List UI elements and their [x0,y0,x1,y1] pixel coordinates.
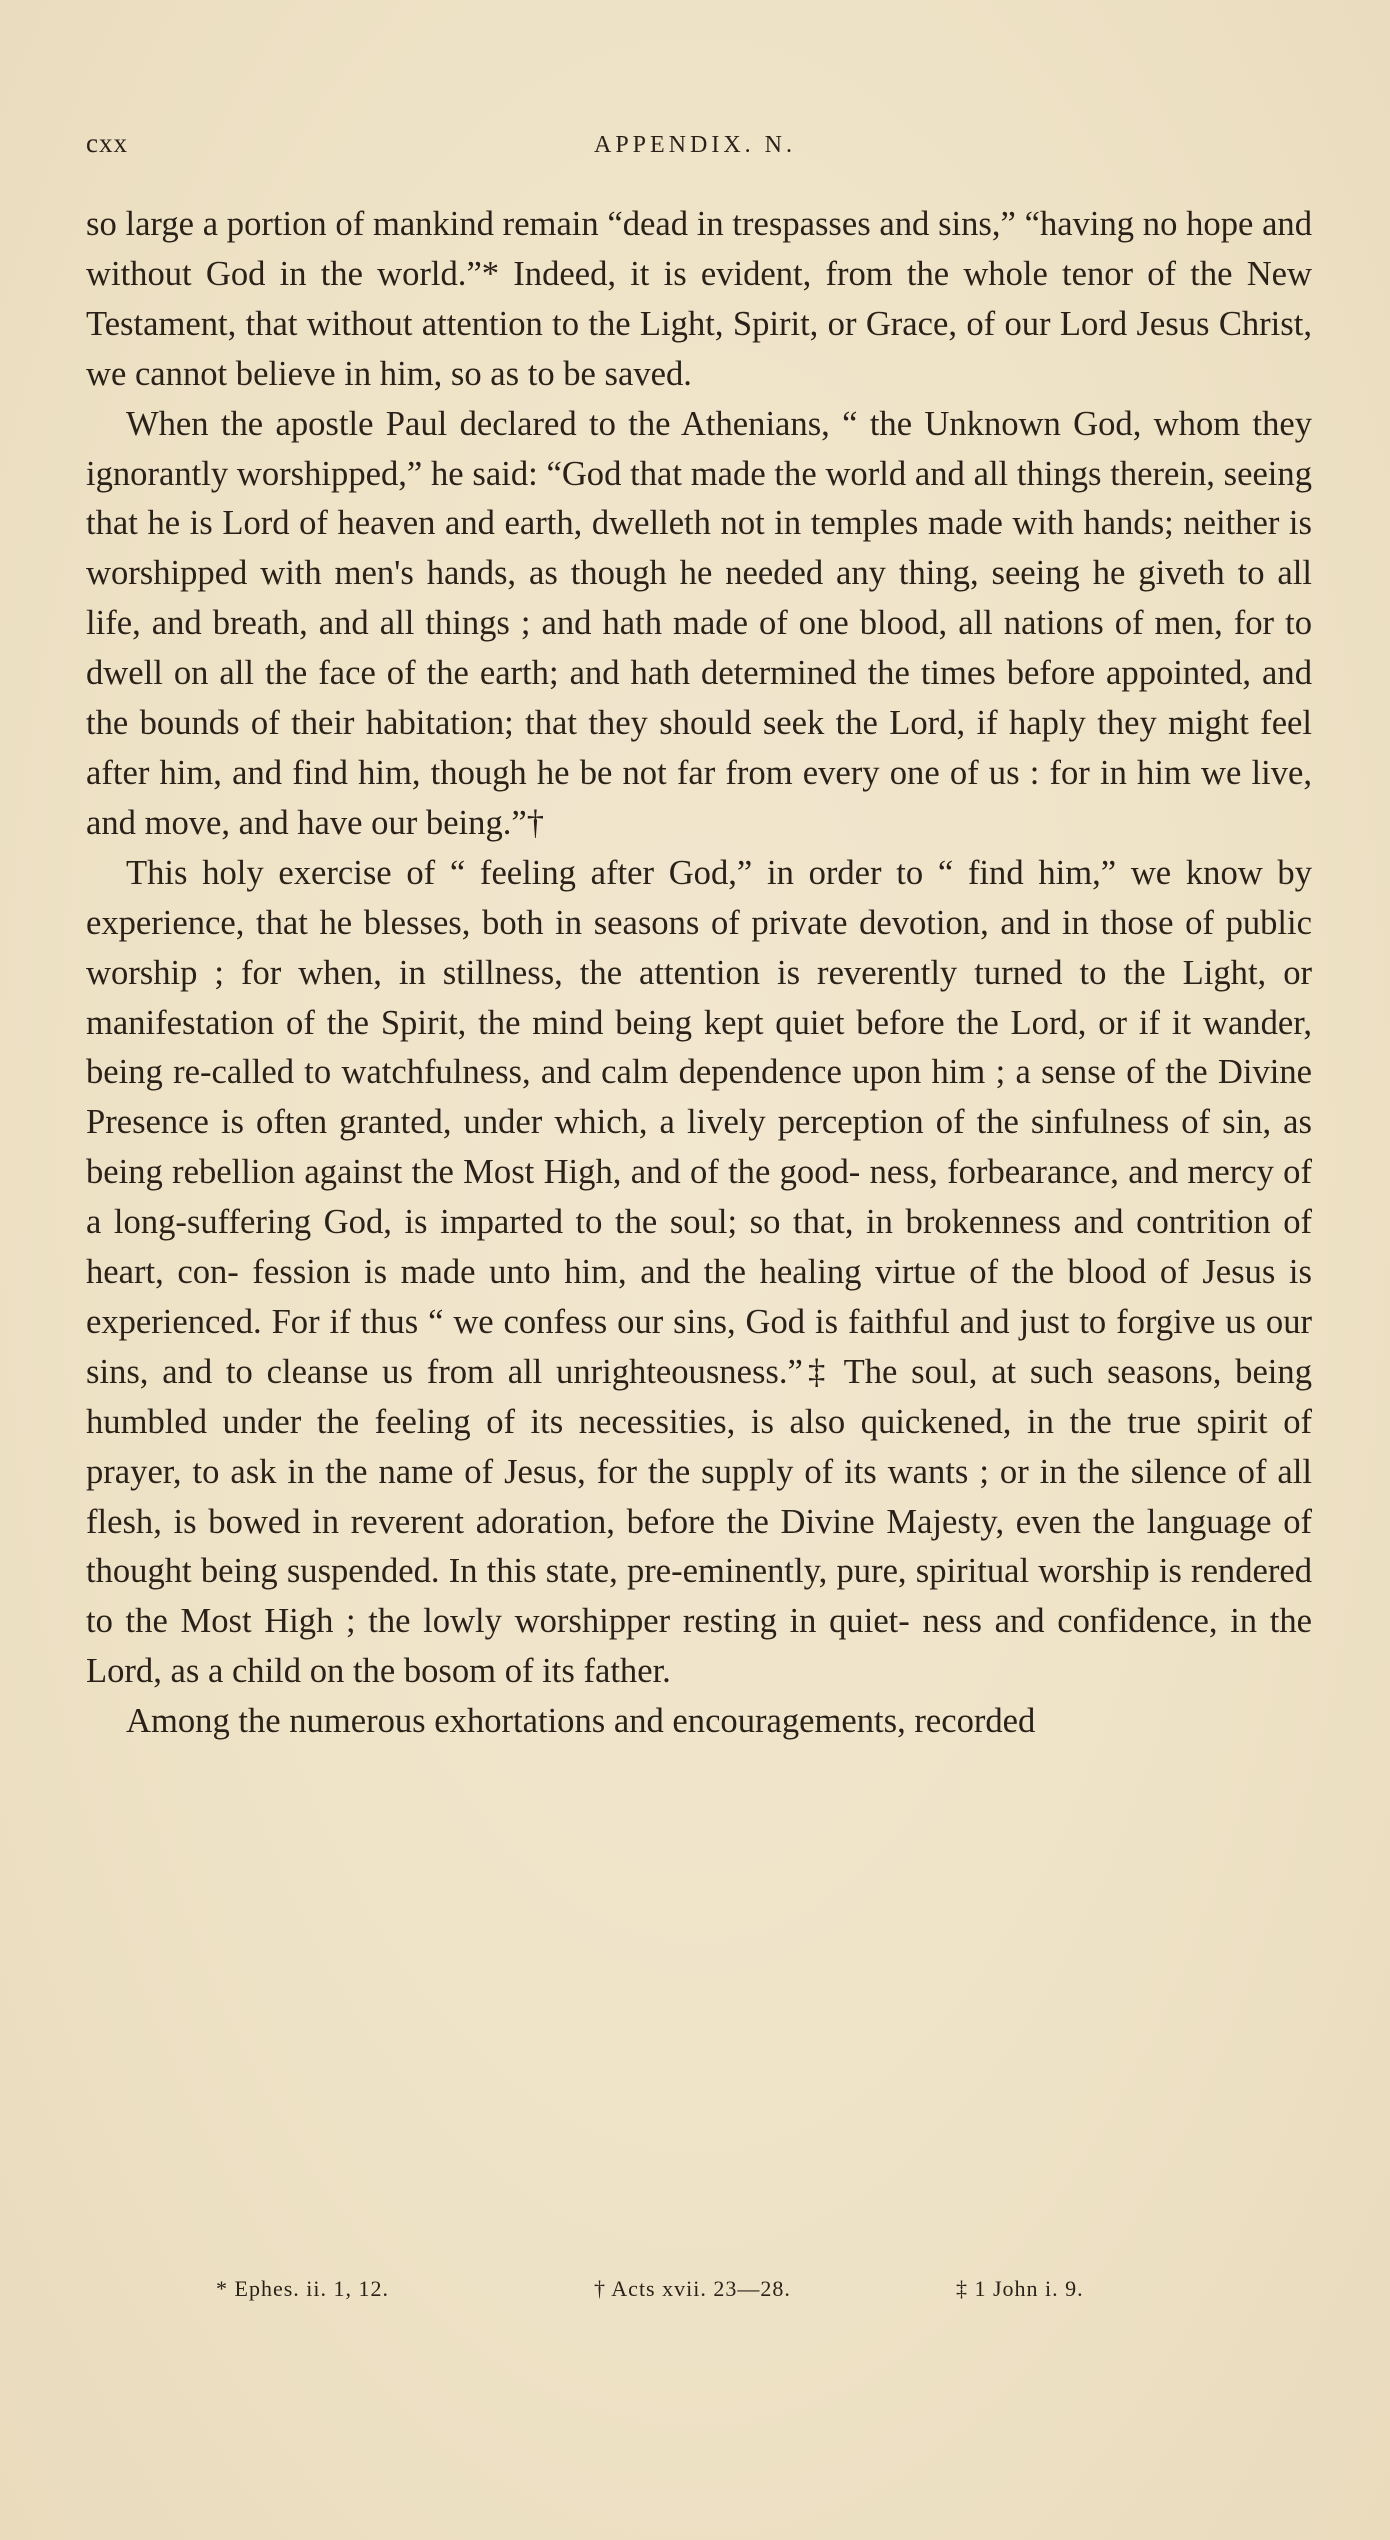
paragraph-holy-exercise: This holy exercise of “ feeling after God,” in order to “ find him,” we know by experience, that he blesses, both in seasons of private devotion, and in those of public worship ; for when, in stillness, the attention is reverently turned to the Light, or manifestation of the Spirit, the mind being kept quiet before the Lord, or if it wander, being re-called to watchfulness, and calm dependence upon him ; a sense of the Divine Presence is often granted, under which, a lively perception of the sinfulness of sin, as being rebellion against the Most High, and of the good- ness, forbearance, and mercy of a long-suffering God, is imparted to the soul; so that, in brokenness and contrition of heart, con- fession is made unto him, and the healing virtue of the blood of Jesus is experienced. For if thus “ we confess our sins, God is faithful and just to forgive us our sins, and to cleanse us from all unrighteousness.”‡ The soul, at such seasons, being humbled under the feeling of its necessities, is also quickened, in the true spirit of prayer, to ask in the name of Jesus, for the supply of its wants ; or in the silence of all flesh, is bowed in reverent adoration, before the Divine Majesty, even the language of thought being suspended. In this state, pre-eminently, pure, spiritual worship is rendered to the Most High ; the lowly worshipper resting in quiet- ness and confidence, in the Lord, as a child on the bosom of its father. [86,853,1312,1691]
paragraph-athenians: When the apostle Paul declared to the Athenians, “ the Unknown God, whom they ignorantly worshipped,” he said: “God that made the world and all things therein, seeing that he is Lord of heaven and earth, dwelleth not in temples made with hands; neither is worshipped with men's hands, as though he needed any thing, seeing he giveth to all life, and breath, and all things ; and hath made of one blood, all nations of men, for to dwell on all the face of the earth; and hath determined the times before appointed, and the bounds of their habitation; that they should seek the Lord, if haply they might feel after him, and find him, though he be not far from every one of us : for in him we live, and move, and have our being.”† [86,404,1312,842]
page-number: cxx [86,128,128,158]
paragraph-continuation: so large a portion of mankind remain “dead in trespasses and sins,” “having no hope and without God in the world.”* Indeed, it is evident, from the whole tenor of the New Testament, that without attention to the Light, Spirit, or Grace, of our Lord Jesus Christ, we cannot believe in him, so as to be saved. [86,205,1312,393]
footnote-john: ‡ 1 John i. 9. [956,2276,1084,2301]
footnote-acts: † Acts xvii. 23—28. [594,2276,791,2301]
footnotes [86,2276,1304,2306]
paragraph-exhortations: Among the numerous exhortations and encouragements, recorded [126,1702,1036,1741]
footnote-ephesians: * Ephes. ii. 1, 12. [216,2276,389,2301]
body-text [86,200,1312,1747]
running-head [86,128,1304,168]
page-header-title: APPENDIX. N. [593,132,796,158]
